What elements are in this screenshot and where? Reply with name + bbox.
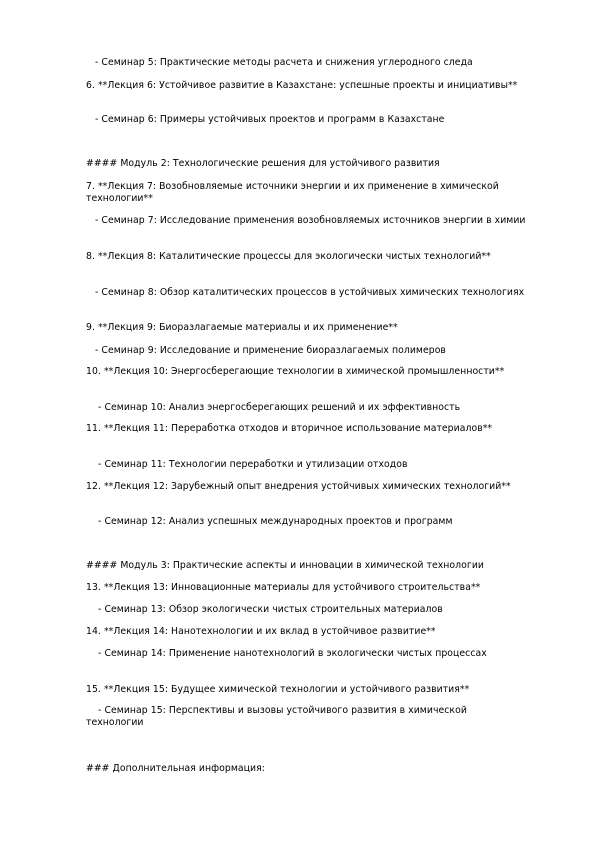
lecture-9: 9. **Лекция 9: Биоразлагаемые материалы и их применение**: [86, 322, 398, 333]
lecture-15: 15. **Лекция 15: Будущее химической технологии и устойчивого развития**: [86, 684, 470, 695]
lecture-8: 8. **Лекция 8: Каталитические процессы для экологически чистых технологий**: [86, 251, 491, 262]
lecture-6: 6. **Лекция 6: Устойчивое развитие в Казахстане: успешные проекты и инициативы**: [86, 80, 518, 91]
seminar-12: - Семинар 12: Анализ успешных международных проектов и программ: [86, 516, 453, 527]
seminar-5: - Семинар 5: Практические методы расчета и снижения углеродного следа: [86, 57, 473, 68]
lecture-14: 14. **Лекция 14: Нанотехнологии и их вклад в устойчивое развитие**: [86, 626, 436, 637]
module-2-heading: #### Модуль 2: Технологические решения для устойчивого развития: [86, 158, 440, 169]
lecture-11: 11. **Лекция 11: Переработка отходов и вторичное использование материалов**: [86, 423, 493, 434]
seminar-7: - Семинар 7: Исследование применения возобновляемых источников энергии в химии: [86, 215, 526, 226]
seminar-11: - Семинар 11: Технологии переработки и утилизации отходов: [86, 459, 408, 470]
lecture-7: 7. **Лекция 7: Возобновляемые источники энергии и их применение в химической технологии**: [86, 181, 502, 204]
lecture-13: 13. **Лекция 13: Инновационные материалы для устойчивого строительства**: [86, 582, 481, 593]
lecture-12: 12. **Лекция 12: Зарубежный опыт внедрения устойчивых химических технологий**: [86, 481, 511, 492]
seminar-15: - Семинар 15: Перспективы и вызовы устойчивого развития в химической технологии: [86, 705, 470, 728]
seminar-9: - Семинар 9: Исследование и применение биоразлагаемых полимеров: [86, 345, 446, 356]
additional-info-heading: ### Дополнительная информация:: [86, 763, 265, 774]
seminar-8: - Семинар 8: Обзор каталитических процессов в устойчивых химических технологиях: [86, 287, 525, 298]
module-3-heading: #### Модуль 3: Практические аспекты и инновации в химической технологии: [86, 560, 485, 571]
lecture-10: 10. **Лекция 10: Энергосберегающие технологии в химической промышленности**: [86, 366, 505, 377]
seminar-13: - Семинар 13: Обзор экологически чистых строительных материалов: [86, 604, 443, 615]
seminar-10: - Семинар 10: Анализ энергосберегающих решений и их эффективность: [86, 402, 461, 413]
seminar-14: - Семинар 14: Применение нанотехнологий в экологически чистых процессах: [86, 648, 487, 659]
seminar-6: - Семинар 6: Примеры устойчивых проектов и программ в Казахстане: [86, 114, 445, 125]
